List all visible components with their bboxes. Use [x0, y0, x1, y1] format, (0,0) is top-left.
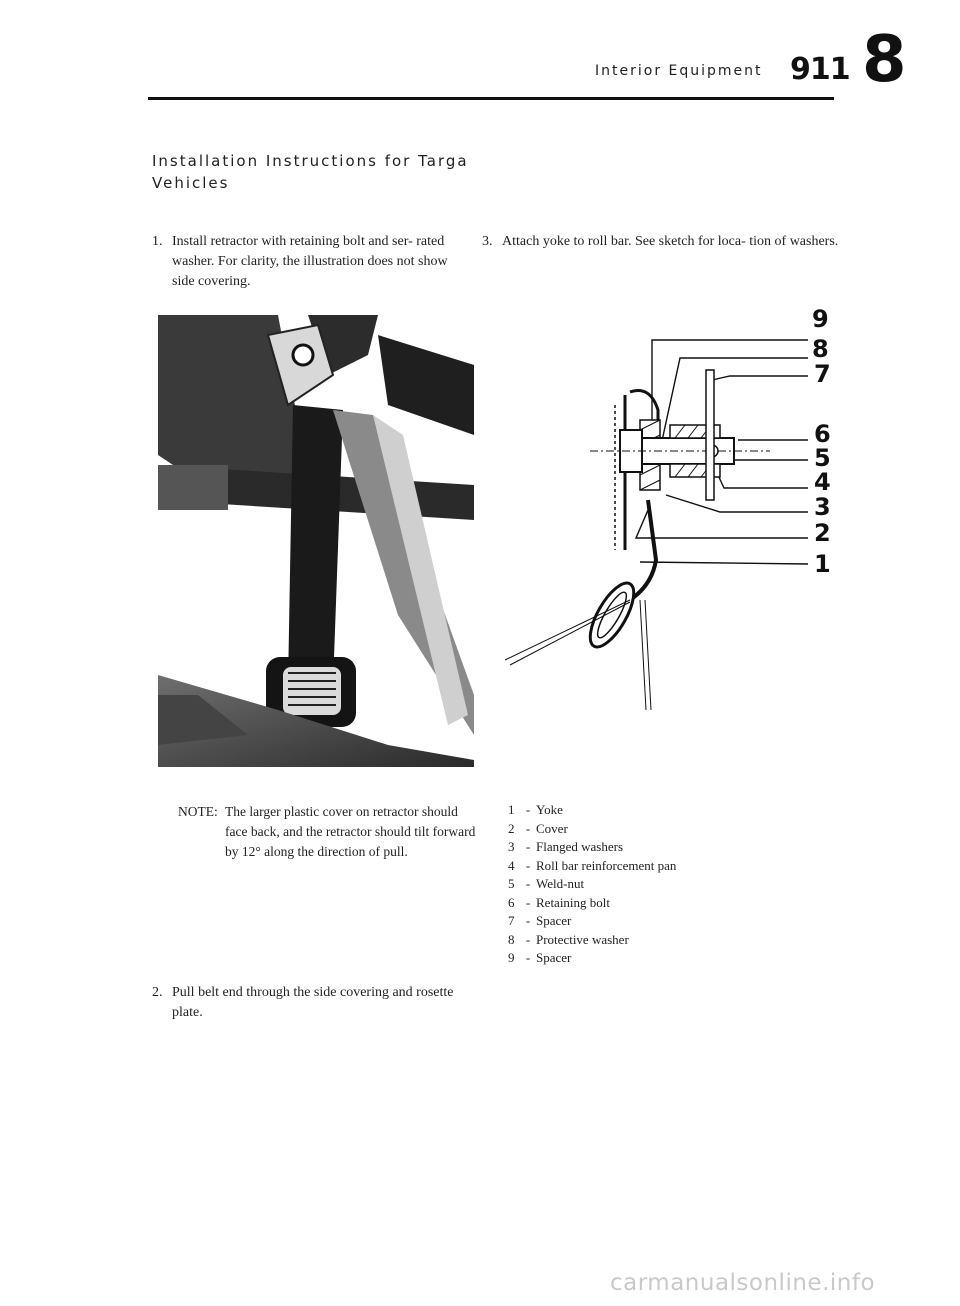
- legend-item: 5 - Weld-nut: [508, 876, 585, 891]
- yoke-mounting-sketch: [480, 300, 850, 720]
- callout-1: 1: [814, 550, 831, 578]
- sketch-legend: [508, 801, 676, 968]
- callout-9: 9: [812, 305, 829, 333]
- legend-item: 3 - Flanged washers: [508, 839, 624, 854]
- note-label: NOTE:: [178, 804, 218, 819]
- legend-item: 9 - Spacer: [508, 950, 572, 965]
- header-chapter-number: 8: [862, 23, 907, 97]
- step-1: [152, 232, 472, 292]
- retractor-photo: [158, 315, 474, 767]
- step-number: 2.: [152, 985, 163, 1000]
- watermark-url: carmanualsonline.info: [610, 1270, 876, 1296]
- callout-8: 8: [812, 335, 829, 363]
- header-section-title: Interior Equipment: [595, 63, 763, 79]
- callout-5: 5: [814, 444, 831, 472]
- note-text: The larger plastic cover on retractor should face back, and the retractor should tilt forward by 12° along the direction of pull.: [225, 804, 476, 859]
- step-number: 3.: [482, 234, 493, 249]
- step-text: Install retractor with retaining bolt and ser- rated washer. For clarity, the illustration does not show side covering.: [172, 234, 448, 289]
- callout-6: 6: [814, 420, 831, 448]
- header-rule: [148, 97, 834, 100]
- callout-7: 7: [814, 360, 831, 388]
- legend-item: 7 - Spacer: [508, 913, 572, 928]
- legend-item: 4 - Roll bar reinforcement pan: [508, 857, 677, 873]
- legend-item: 8 - Protective washer: [508, 931, 629, 947]
- step-text: Pull belt end through the side covering and rosette plate.: [172, 985, 454, 1020]
- header-model-number: 911: [790, 52, 850, 87]
- callout-4: 4: [814, 468, 831, 496]
- callout-2: 2: [814, 519, 831, 547]
- legend-item: 2 - Cover: [508, 820, 568, 836]
- legend-item: 1 - Yoke: [508, 802, 563, 817]
- page-title: Installation Instructions for Targa Vehicles: [152, 152, 469, 192]
- callout-3: 3: [814, 493, 831, 521]
- step-text: Attach yoke to roll bar. See sketch for loca- tion of washers.: [502, 234, 839, 249]
- note-block: [178, 802, 478, 862]
- step-2: [152, 983, 472, 1023]
- step-3: [482, 232, 842, 252]
- legend-item: 6 - Retaining bolt: [508, 894, 611, 910]
- step-number: 1.: [152, 234, 163, 249]
